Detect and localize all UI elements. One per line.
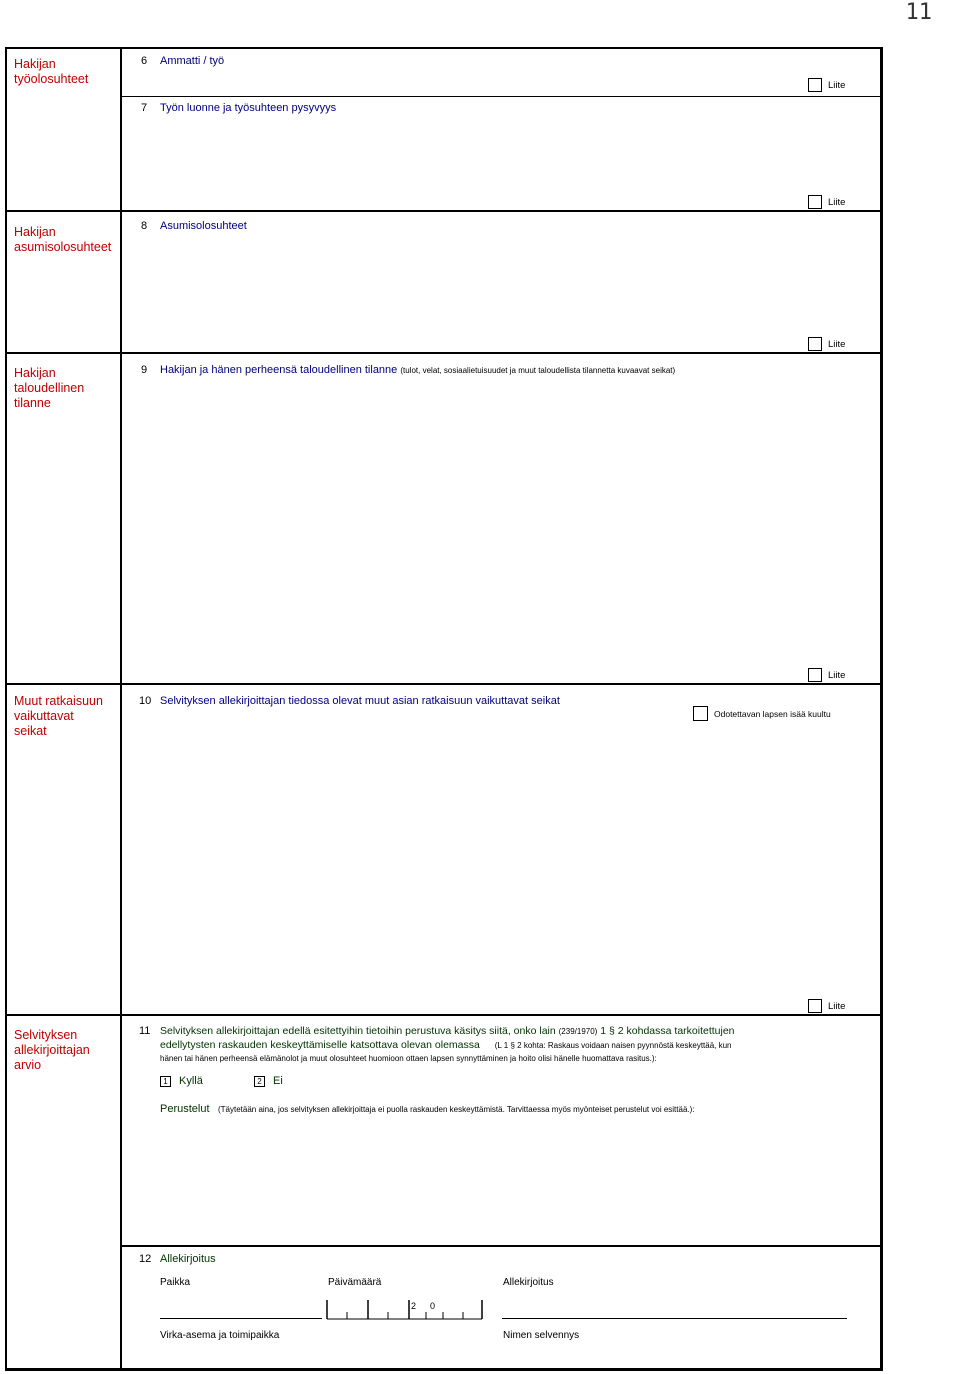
page-number: 11 xyxy=(905,0,932,25)
q7-label: Työn luonne ja työsuhteen pysyvyys xyxy=(160,102,337,114)
q9-number: 9 xyxy=(141,364,148,376)
q11-line2-text: edellytysten raskauden keskeyttämiselle katsottava olevan olemassa xyxy=(160,1039,480,1051)
q11-line1a: Selvityksen allekirjoittajan edellä esitettyihin tietoihin perustuva käsitys siitä, onko lain xyxy=(160,1025,556,1037)
attachment-q10-label: Liite xyxy=(828,1000,846,1012)
section-title-finance: Hakijan taloudellinen tilanne xyxy=(14,366,85,410)
attachment-q10[interactable] xyxy=(808,999,845,1013)
q11-line3: hänen tai hänen perheensä elämänolot ja muut olosuhteet huomioon ottaen lapsen synnyttäminen ja hoito olisi hänelle huomattava rasitus.): xyxy=(160,1054,657,1063)
divider-work-housing xyxy=(5,210,883,212)
q11-line1b: 1 § 2 kohdassa tarkoitettujen xyxy=(600,1025,735,1037)
position-label: Virka-asema ja toimipaikka xyxy=(160,1330,280,1341)
option-yes[interactable] xyxy=(160,1075,203,1087)
place-label: Paikka xyxy=(160,1277,191,1288)
option-no-box[interactable]: 2 xyxy=(254,1076,265,1087)
q11-line2 xyxy=(160,1039,732,1051)
divider-q6-q7 xyxy=(122,96,883,97)
place-input-line[interactable] xyxy=(160,1318,322,1319)
section-title-work: Hakijan työolosuhteet xyxy=(14,57,89,86)
date-field[interactable] xyxy=(322,1298,487,1320)
section-title-other: Muut ratkaisuun vaikuttavat seikat xyxy=(14,694,103,738)
attachment-q7[interactable] xyxy=(808,195,845,209)
q9-label-row xyxy=(160,364,675,376)
q12-number: 12 xyxy=(139,1253,152,1265)
column-divider xyxy=(120,47,122,1371)
date-century-digit-2: 0 xyxy=(430,1301,436,1311)
option-no[interactable] xyxy=(254,1075,283,1087)
section-title-housing: Hakijan asumisolosuhteet xyxy=(14,225,112,254)
q11-reason-label: Perustelut xyxy=(160,1103,210,1115)
q10-label: Selvityksen allekirjoittajan tiedossa olevat muut asian ratkaisuun vaikuttavat seikat xyxy=(160,695,560,707)
attachment-q6[interactable] xyxy=(808,78,845,92)
attachment-q6-label: Liite xyxy=(828,79,846,91)
attachment-q8-checkbox[interactable] xyxy=(808,337,822,351)
attachment-q7-label: Liite xyxy=(828,196,846,208)
q11-reason-row xyxy=(160,1099,695,1117)
q11-law-ref: (239/1970) xyxy=(558,1027,598,1036)
q6-label: Ammatti / työ xyxy=(160,55,225,67)
signature-label: Allekirjoitus xyxy=(503,1277,554,1288)
q7-number: 7 xyxy=(141,102,148,114)
q6-number: 6 xyxy=(141,55,148,67)
father-heard-label: Odotettavan lapsen isää kuultu xyxy=(714,708,831,719)
signature-input-line[interactable] xyxy=(502,1318,847,1319)
option-yes-label: Kyllä xyxy=(179,1075,203,1087)
father-heard-checkbox[interactable] xyxy=(693,706,708,721)
q10-number: 10 xyxy=(139,695,152,707)
q11-number: 11 xyxy=(139,1025,151,1037)
divider-other-assessment xyxy=(5,1014,883,1016)
attachment-q8[interactable] xyxy=(808,337,845,351)
attachment-q8-label: Liite xyxy=(828,338,846,350)
attachment-q10-checkbox[interactable] xyxy=(808,999,822,1013)
q11-reason-note: (Täytetään aina, jos selvityksen allekirjoittaja ei puolla raskauden keskeyttämistä. Tarvittaessa myös myönteiset perustelut voi esittää.): xyxy=(217,1105,695,1114)
date-century-digit-1: 2 xyxy=(411,1301,417,1311)
attachment-q6-checkbox[interactable] xyxy=(808,78,822,92)
option-yes-box[interactable]: 1 xyxy=(160,1076,171,1087)
q11-line2-note: (L 1 § 2 kohta: Raskaus voidaan naisen pyynnöstä keskeyttää, kun xyxy=(494,1041,732,1050)
q8-number: 8 xyxy=(141,220,148,232)
divider-finance-other xyxy=(5,683,883,685)
divider-housing-finance xyxy=(5,352,883,354)
q12-label: Allekirjoitus xyxy=(160,1253,216,1265)
attachment-q9-checkbox[interactable] xyxy=(808,668,822,682)
section-title-assessment: Selvityksen allekirjoittajan arvio xyxy=(14,1028,90,1072)
q8-label: Asumisolosuhteet xyxy=(160,220,247,232)
attachment-q9[interactable] xyxy=(808,668,845,682)
q11-line1 xyxy=(160,1025,735,1037)
attachment-q7-checkbox[interactable] xyxy=(808,195,822,209)
q9-label: Hakijan ja hänen perheensä taloudellinen tilanne xyxy=(160,364,398,376)
option-no-label: Ei xyxy=(273,1075,283,1087)
father-heard-option[interactable] xyxy=(693,706,831,721)
q9-note: (tulot, velat, sosiaalietuisuudet ja muut taloudellista tilannetta kuvaavat seikat) xyxy=(400,366,676,375)
name-clarification-label: Nimen selvennys xyxy=(503,1330,580,1341)
divider-q11-q12 xyxy=(122,1245,883,1247)
date-label: Päivämäärä xyxy=(328,1277,382,1288)
attachment-q9-label: Liite xyxy=(828,669,846,681)
